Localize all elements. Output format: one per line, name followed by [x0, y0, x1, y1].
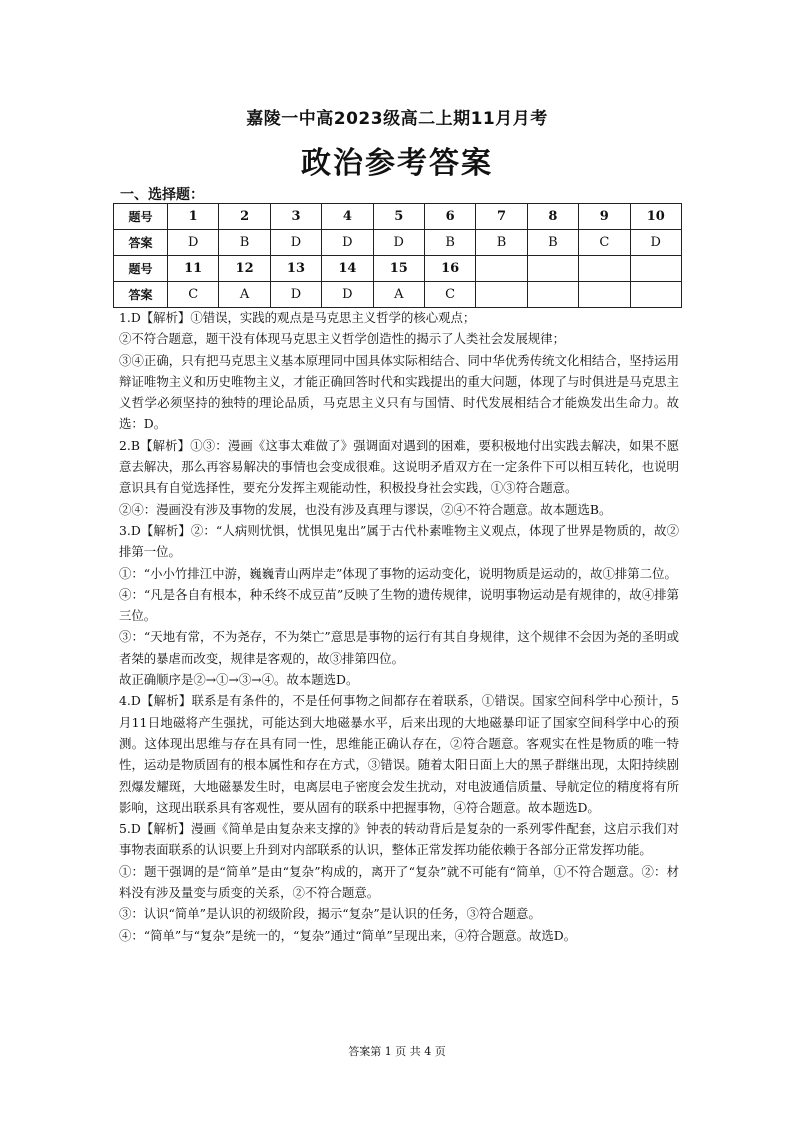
explanation-body [119, 307, 679, 946]
exam-title: 嘉陵一中高2023级高二上期11月月考 [246, 109, 548, 129]
paragraph: ②④：漫画没有涉及事物的发展，也没有涉及真理与谬误，②④不符合题意。故本题选B。 [119, 501, 612, 517]
table-cell: 16 [424, 256, 475, 282]
answer-table [113, 203, 682, 308]
table-cell: B [476, 230, 527, 256]
table-cell: B [219, 230, 270, 256]
table-cell: D [168, 230, 219, 256]
table-cell: 4 [322, 204, 373, 230]
table-cell: B [527, 230, 578, 256]
table-cell [527, 256, 578, 282]
table-cell: D [270, 282, 321, 308]
row-header: 题号 [114, 204, 168, 230]
table-cell: D [270, 230, 321, 256]
table-cell: C [579, 230, 630, 256]
table-cell: 7 [476, 204, 527, 230]
table-cell: 3 [270, 204, 321, 230]
table-cell: 8 [527, 204, 578, 230]
table-cell: D [322, 230, 373, 256]
table-cell: D [373, 230, 424, 256]
table-cell: 12 [219, 256, 270, 282]
table-cell: 1 [168, 204, 219, 230]
table-cell: A [219, 282, 270, 308]
row-header: 题号 [114, 256, 168, 282]
row-header: 答案 [114, 230, 168, 256]
paragraph: ③④正确，只有把马克思主义基本原理同中国具体实际相结合、同中华优秀传统文化相结合，坚持运用辩证唯物主义和历史唯物主义，才能正确回答时代和实践提出的重大问题，体现了与时俱进是马克思主义哲学必须坚持的独特的理论品质，马克思主义只有与国情、时代发展相结合才能焕发出生命力。故选：D。 [119, 352, 679, 432]
table-cell: 11 [168, 256, 219, 282]
table-cell: 5 [373, 204, 424, 230]
table-row [114, 204, 682, 230]
paragraph: 1.D【解析】①错误，实践的观点是马克思主义哲学的核心观点； [119, 310, 476, 325]
table-cell [579, 256, 630, 282]
page-footer: 答案第 1 页 共 4 页 [348, 1045, 446, 1058]
table-cell [476, 256, 527, 282]
paragraph: ①：“小小竹排江中游，巍巍青山两岸走”体现了事物的运动变化，说明物质是运动的，故①排第二位。 [119, 565, 677, 581]
table-row [114, 282, 682, 308]
table-row [114, 256, 682, 282]
paragraph: ④：“凡是各自有根本，种禾终不成豆苗”反映了生物的遗传规律，说明事物运动是有规律的，故④排第三位。 [119, 586, 679, 624]
paragraph: 2.B【解析】①③：漫画《这事太难做了》强调面对遇到的困难，要积极地付出实践去解决，如果不愿意去解决，那么再容易解决的事情也会变成很难。这说明矛盾双方在一定条件下可以相互转化，也说明意识具有自觉选择性，要充分发挥主观能动性，积极投身社会实践，①③符合题意。 [119, 437, 679, 496]
table-cell: C [168, 282, 219, 308]
section-heading: 一、选择题： [120, 187, 204, 203]
paragraph: 4.D【解析】联系是有条件的，不是任何事物之间都存在着联系，①错误。国家空间科学中心预计，5月11日地磁将产生强扰，可能达到大地磁暴水平，后来出现的大地磁暴印证了国家空间科学中心的预测。这体现出思维与存在具有同一性，思维能正确认存在，②符合题意。客观实在性是物质的唯一特性，运动是物质固有的根本属性和存在方式，③错误。随着太阳日面上大的黑子群继出现，太阳持续剧烈爆发耀斑，大地磁暴发生时，电离层电子密度会发生扰动，对电波通信质量、导航定位的精度将有所影响，这现出联系具有客观性，要从固有的联系中把握事物，④符合题意。故本题选D。 [119, 693, 679, 815]
table-cell [476, 282, 527, 308]
answer-key-title: 政治参考答案 [301, 146, 493, 181]
paragraph: ③：认识“简单”是认识的初级阶段，揭示“复杂”是认识的任务，③符合题意。 [119, 906, 541, 922]
table-cell: C [424, 282, 475, 308]
table-cell: D [630, 230, 681, 256]
table-cell [579, 282, 630, 308]
table-cell: 2 [219, 204, 270, 230]
table-cell [630, 282, 681, 308]
paragraph: ③：“天地有常，不为尧存，不为桀亡”意思是事物的运行有其自身规律，这个规律不会因为尧的圣明或者桀的暴虐而改变，规律是客观的，故③排第四位。 [119, 629, 679, 666]
paragraph: 5.D【解析】漫画《简单是由复杂来支撑的》钟表的转动背后是复杂的一系列零件配套，这启示我们对事物表面联系的认识要上升到对内部联系的认识，整体正常发挥功能依赖于各部分正常发挥功能。 [119, 821, 679, 858]
paragraph: ①：题干强调的是“简单”是由“复杂”构成的，离开了“复杂”就不可能有“简单，①不符合题意。②：材料没有涉及量变与质变的关系，②不符合题意。 [119, 863, 679, 901]
table-cell: 13 [270, 256, 321, 282]
table-cell: D [322, 282, 373, 308]
paragraph: ④：“简单”与“复杂”是统一的，“复杂”通过“简单”呈现出来，④符合题意。故选D。 [119, 927, 577, 943]
row-header: 答案 [114, 282, 168, 308]
paragraph: 3.D【解析】②：“人病则忧惧，忧惧见鬼出”属于古代朴素唯物主义观点，体现了世界是物质的，故②排第一位。 [119, 522, 679, 560]
table-row [114, 230, 682, 256]
table-cell: 15 [373, 256, 424, 282]
table-cell [630, 256, 681, 282]
paragraph: ②不符合题意，题干没有体现马克思主义哲学创造性的揭示了人类社会发展规律； [119, 331, 566, 347]
table-cell: 9 [579, 204, 630, 230]
table-cell: 10 [630, 204, 681, 230]
paragraph: 故正确顺序是②→①→③→④。故本题选D。 [119, 672, 359, 688]
table-cell: A [373, 282, 424, 308]
table-cell: 14 [322, 256, 373, 282]
table-cell: B [424, 230, 475, 256]
table-cell [527, 282, 578, 308]
table-cell: 6 [424, 204, 475, 230]
